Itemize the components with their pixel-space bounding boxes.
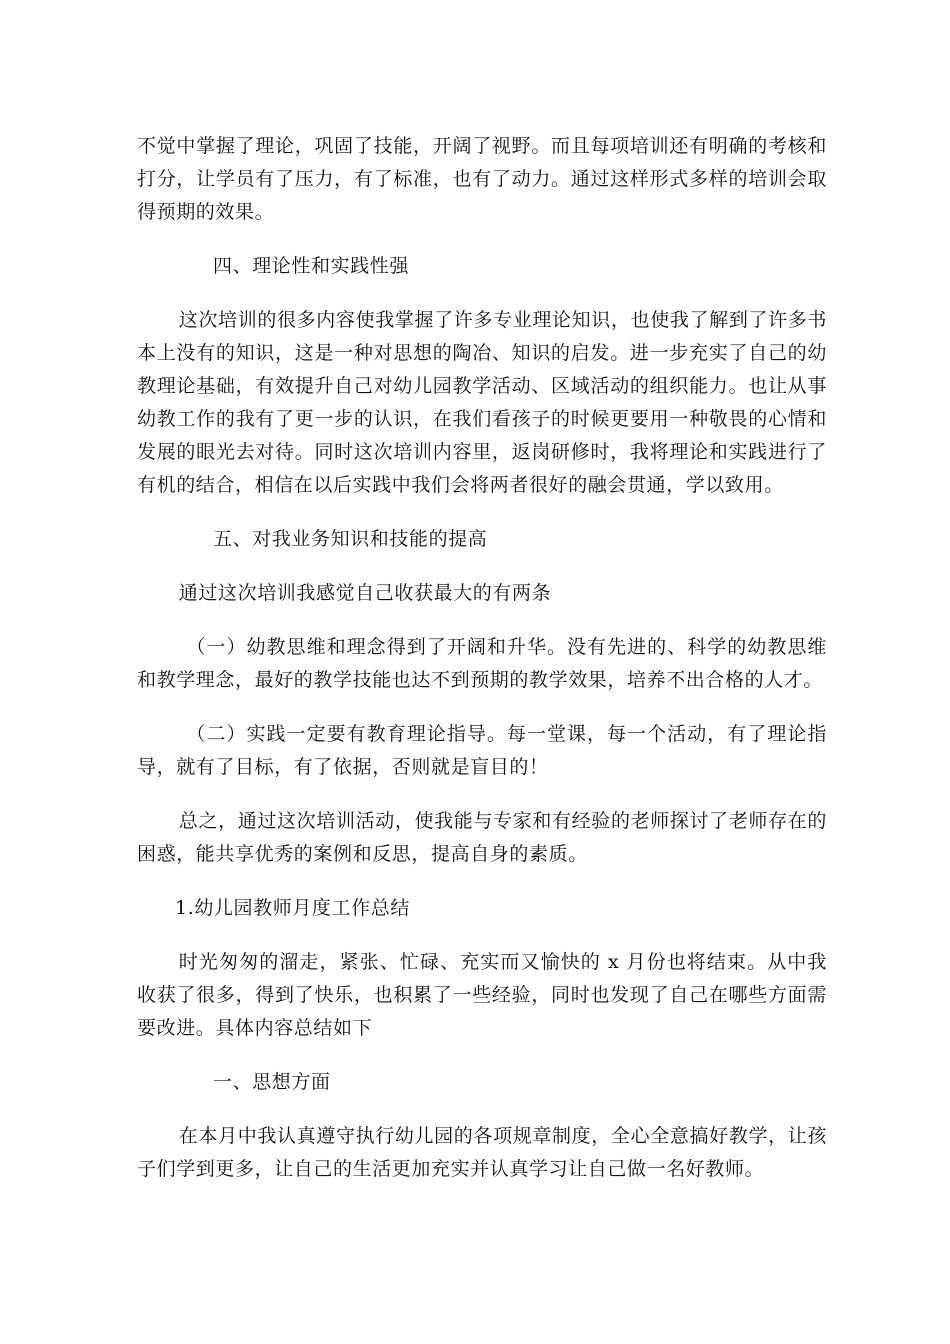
section-heading-1: 一、思想方面 — [213, 1071, 331, 1093]
paragraph-gains-intro: 通过这次培训我感觉自己收获最大的有两条 — [178, 582, 552, 604]
section-heading-4: 四、理论性和实践性强 — [213, 255, 410, 277]
paragraph-continued: 不觉中掌握了理论，巩固了技能，开阔了视野。而且每项培训还有明确的考核和打分，让学员有了压力，有了标准，也有了动力。通过这样形式多样的培训会取得预期的效果。 — [137, 135, 827, 223]
paragraph-monthly-intro: 时光匆匆的溜走，紧张、忙碌、充实而又愉快的 x 月份也将结束。从中我收获了很多，得到了快乐，也积累了一些经验，同时也发现了自己在哪些方面需要改进。具体内容总结如下 — [137, 951, 827, 1039]
paragraph-thoughts: 在本月中我认真遵守执行幼儿园的各项规章制度，全心全意搞好教学，让孩子们学到更多，让自己的生活更加充实并认真学习让自己做一名好教师。 — [137, 1125, 827, 1180]
section-heading-5: 五、对我业务知识和技能的提高 — [213, 528, 488, 550]
paragraph-theory: 这次培训的很多内容使我掌握了许多专业理论知识，也使我了解到了许多书本上没有的知识，这是一种对思想的陶冶、知识的启发。进一步充实了自己的幼教理论基础，有效提升自己对幼儿园教学活动、区域活动的组织能力。也让从事幼教工作的我有了更一步的认识，在我们看孩子的时候更要用一种敬畏的心情和发展的眼光去对待。同时这次培训内容里，返岗研修时，我将理论和实践进行了有机的结合，相信在以后实践中我们会将两者很好的融会贯通，学以致用。 — [137, 309, 827, 496]
paragraph-conclusion: 总之，通过这次培训活动，使我能与专家和有经验的老师探讨了老师存在的困惑，能共享优秀的案例和反思，提高自身的素质。 — [137, 810, 827, 865]
sub-item-2: （二）实践一定要有教育理论指导。每一堂课，每一个活动，有了理论指导，就有了目标，有了依据，否则就是盲目的！ — [137, 723, 827, 778]
sub-item-1: （一）幼教思维和理念得到了开阔和升华。没有先进的、科学的幼教思维和教学理念，最好的教学技能也达不到预期的教学效果，培养不出合格的人才。 — [137, 636, 827, 691]
numbered-title: 1.幼儿园教师月度工作总结 — [175, 897, 410, 919]
document-body — [137, 130, 827, 1207]
